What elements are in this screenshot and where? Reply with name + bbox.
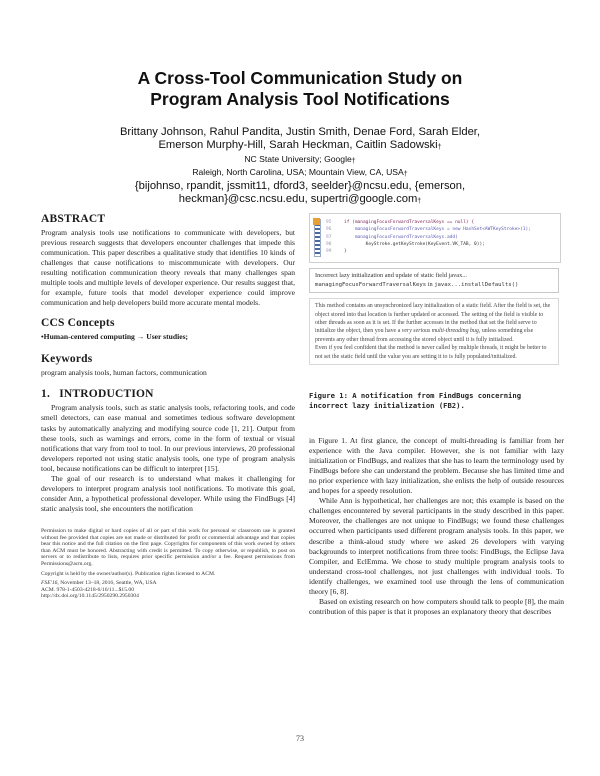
- dagger-mark: †: [403, 171, 408, 178]
- doi-link[interactable]: http://dx.doi.org/10.1145/2950290.2950304: [41, 593, 139, 600]
- code-line: 96 managingFocusForwardTraversalKeys = new HashSet<AWTKeyStroke>(1);: [326, 227, 531, 233]
- intro-paragraph-2: The goal of our research is to understand what makes it challenging for developers to interpret program analysis tool notifications. To motivate this goal, consider Ann, a hypothetical professional developer. While using the FindBugs [4] static analysis tool, she encounters the notification: [41, 473, 295, 513]
- emphasis-text: very serious multi-threading bug: [401, 328, 479, 335]
- author-block: [0, 126, 600, 208]
- figure-1: [309, 213, 564, 410]
- bug-marker-icon: [313, 218, 320, 225]
- permission-text: Permission to make digital or hard copies of all or part of this work for personal or classroom use is granted without fee provided that copies are not made or distributed for profit or commercial advantage and that copies bear this notice and the full citation on the first page. Copyrights for components of this work owned by others than ACM must be honored. Abstracting with credit is permitted. To copy otherwise, or republish, to post on servers or to redistribute to lists, requires prior specific permission and/or a fee. Request permissions from Permissions@acm.org.: [41, 527, 295, 567]
- intro-paragraph-1: Program analysis tools, such as static analysis tools, refactoring tools, and code smell detectors, can ease manual and sometimes tedious software development tasks by automatically analyzing and modifying source code [1, 21]. Output from these tools, such as warnings and errors, come in the form of textual or visual notifications that vary from tool to tool. In our previous interviews, 20 professional developers reported not using static analysis tools, one type of program analysis tool, because notifications can be difficult to interpret [15].: [41, 403, 295, 473]
- code-line: 95 if (managingFocusForwardTraversalKeys == null) {: [326, 220, 475, 225]
- code-line: 98 KeyStroke.getKeyStroke(KeyEvent.VK_TAB, 0));: [326, 241, 485, 247]
- intro-paragraph-4: While Ann is hypothetical, her challenges are not; this example is based on the challenges encountered by several participants in the study described in this paper. Moreover, the challenges are not unique to FindBugs; we found these challenges occurred when participants used different program analysis tools. In this paper, we describe a think-aloud study where we asked 26 developers with varying backgrounds to interpret notifications from three tools: FindBugs, the Eclipse Java Compiler, and EclEmma. We chose to study multiple program analysis tools to understand cross-tool challenges, not just challenges with individual tools. To identify challenges, we examined tool use through the lens of communication theory [6, 8].: [309, 496, 564, 596]
- copyright-text: Copyright is held by the owner/author(s). Publication rights licensed to ACM.: [41, 570, 216, 577]
- code-screenshot: [309, 213, 561, 263]
- description-box: This method contains an unsynchronized lazy initialization of a static field. After the field is set, the object stored into that location is further updated or accessed. The setting of the field is visible to other threads as soon as it is set. If the further accesses in the method that set the field serve to initialize the object, then you have a very serious multi-threading bug, unless something else prevents any other thread from accessing the stored object until it is fully initialized. Even if you feel confident that the method is never called by multiple threads, it might be better to not set the static field until the value you are setting it to is fully populated/initialized.: [309, 298, 559, 365]
- abstract-text: Program analysis tools use notifications to communicate with developers, but previous research suggests that developers encounter challenges that impede this communication. This paper describes a qualitative study that identifies 10 kinds of challenges that cause notifications to miscommunicate with developers. Our resulting notification communication theory reveals that many challenges span multiple tools and multiple levels of developer experience. Our results suggest that, for example, future tools that model developer experience could improve communication and help developers build more accurate mental models.: [41, 228, 295, 308]
- intro-continued: [309, 436, 564, 617]
- venue-text: FSE'16, November 13–18, 2016, Seattle, WA, USA: [41, 580, 157, 587]
- introduction-heading: 1. INTRODUCTION: [41, 388, 154, 401]
- right-column: [309, 213, 564, 617]
- warning-line-2: managingFocusForwardTraversalKeys in javax...installDefaults(): [315, 280, 519, 288]
- figure-caption: Figure 1: A notification from FindBugs concerning incorrect lazy initialization (FB2).: [309, 391, 522, 410]
- keywords-heading: Keywords: [41, 353, 93, 366]
- left-column: [41, 213, 295, 600]
- code-line: 99 }: [326, 249, 347, 255]
- dagger-mark: †: [417, 198, 422, 205]
- location: Raleigh, North Carolina, USA; Mountain View, CA, USA†: [192, 167, 408, 178]
- code-lines: [326, 219, 531, 255]
- introduction-section: [41, 388, 295, 514]
- ccs-text: •Human-centered computing → User studies;: [41, 332, 189, 342]
- title-line-2: Program Analysis Tool Notifications: [150, 89, 450, 109]
- emails-1: {bijohnso, rpandit, jssmit11, dford3, seelder}@ncsu.edu, {emerson,: [134, 180, 466, 192]
- affiliation: NC State University; Google†: [244, 154, 356, 165]
- intro-paragraph-3: in Figure 1. At first glance, the concept of multi-threading is familiar from her experience with the Java compiler. However, she is not familiar with lazy initialization or FindBugs, and realizes that she has to learn the terminology used by FindBugs before she can understand the problem. Because she has limited time and no prior experience with lazy initialization, she enlists the help of outside resources and hopes for a speedy resolution.: [309, 436, 564, 496]
- abstract-heading: ABSTRACT: [41, 213, 106, 225]
- page-number: 73: [296, 734, 304, 743]
- warning-line-1: Incorrect lazy initialization and update of static field javax...: [315, 272, 467, 279]
- ccs-section: [41, 317, 295, 341]
- author-names-2: Emerson Murphy-Hill, Sarah Heckman, Caitlin Sadowski†: [158, 139, 442, 151]
- intro-paragraph-5: Based on existing research on how computers should talk to people [8], the main contribution of this paper is that it proposes an explanatory theory that describes: [309, 596, 564, 616]
- warning-box: [309, 268, 559, 293]
- ccs-heading: CCS Concepts: [41, 317, 115, 330]
- code-line: 97 managingFocusForwardTraversalKeys.add(: [326, 234, 458, 240]
- keywords-text: program analysis tools, human factors, communication: [41, 368, 207, 378]
- emails-2: heckman}@csc.ncsu.edu, supertri@google.com†: [178, 193, 422, 205]
- keywords-section: [41, 353, 295, 378]
- title-line-1: A Cross-Tool Communication Study on: [137, 68, 463, 88]
- paper-title: [0, 68, 600, 110]
- permission-footnote: [41, 528, 295, 600]
- dagger-mark: †: [437, 144, 442, 151]
- author-names-1: Brittany Johnson, Rahul Pandita, Justin Smith, Denae Ford, Sarah Elder,: [119, 126, 481, 138]
- isbn-text: ACM. 978-1-4503-4218-6/16/11...$15.00: [41, 586, 135, 593]
- dagger-mark: †: [351, 158, 356, 165]
- abstract-section: [41, 213, 295, 308]
